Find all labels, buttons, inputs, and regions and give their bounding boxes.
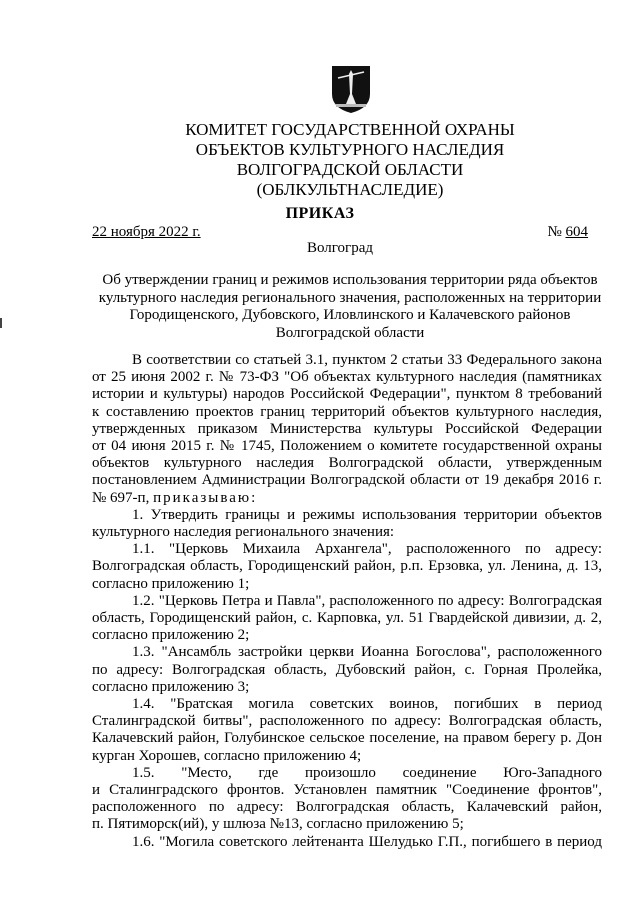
subject-line: культурного наследия регионального значения, расположенных на территории	[98, 289, 602, 306]
body-line: расположенного по адресу: Волгоградская область, Калачевский район,	[92, 799, 602, 816]
body-line: 1.3. "Ансамбль застройки церкви Иоанна Богослова", расположенного	[132, 644, 602, 661]
body-line: 1. Утвердить границы и режимы использования территории объектов	[132, 506, 602, 523]
body-line: согласно приложению 2;	[92, 627, 250, 644]
body-line: от 25 июня 2002 г. № 73-ФЗ "Об объектах культурного наследия (памятниках	[92, 369, 602, 386]
body-line: 1.5. "Место, где произошло соединение Юго-Западного	[132, 764, 602, 781]
order-body	[92, 352, 602, 851]
org-line: ОБЪЕКТОВ КУЛЬТУРНОГО НАСЛЕДИЯ	[195, 140, 505, 159]
body-line: В соответствии со статьей 3.1, пунктом 2 статьи 33 Федерального закона	[132, 352, 602, 368]
order-date: 22 ноября 2022 г.	[92, 224, 201, 240]
org-line: КОМИТЕТ ГОСУДАРСТВЕННОЙ ОХРАНЫ	[185, 120, 515, 139]
body-line: истории и культуры) народов Российской Федерации", пунктом 8 требований	[92, 386, 602, 403]
body-line: п. Пятиморск(ий), у шлюза №13, согласно приложению 5;	[92, 816, 464, 833]
body-line: 1.4. "Братская могила советских воинов, погибших в период	[132, 696, 602, 713]
scan-edge-mark	[0, 318, 2, 328]
body-line: утвержденных приказом Министерства культуры Российской Федерации	[92, 420, 602, 437]
order-city: Волгоград	[306, 240, 373, 256]
order-number-value: 604	[565, 224, 588, 240]
body-line: к составлению проектов границ территорий объектов культурного наследия,	[92, 403, 602, 420]
body-line-decree	[92, 490, 602, 507]
body-line: постановлением Администрации Волгоградской области от 19 декабря 2016 г.	[92, 472, 602, 489]
body-line: Волгоградская область, Городищенский район, р.п. Ерзовка, ул. Ленина, д. 13,	[92, 558, 602, 575]
body-line: 1.6. "Могила советского лейтенанта Шелудько Г.П., погибшего в период	[132, 833, 602, 850]
subject-line: Об утверждении границ и режимов использования территории ряда объектов	[102, 272, 598, 288]
body-line: от 04 июня 2015 г. № 1745, Положением о комитете государственной охраны	[92, 438, 602, 455]
organization-name	[60, 120, 640, 200]
body-line: 1.2. "Церковь Петра и Павла", расположенного по адресу: Волгоградская	[132, 592, 602, 609]
body-line: № 697-п,	[92, 489, 154, 506]
body-line: культурного наследия регионального значения:	[92, 524, 395, 541]
order-subject	[80, 272, 620, 342]
body-line: область, Городищенский район, с. Карповка, ул. 51 Гвардейской дивизии, д. 2,	[92, 610, 602, 627]
body-line: объектов культурного наследия Волгоградской области, утвержденным	[92, 455, 602, 472]
decree-word: приказываю:	[153, 489, 258, 506]
body-line: согласно приложению 1;	[92, 575, 250, 592]
subject-line: Городищенского, Дубовского, Иловлинского и Калачевского районов	[129, 307, 571, 323]
body-line: Сталинградской битвы", расположенного по адресу: Волгоградская область,	[92, 713, 602, 730]
body-line: согласно приложению 3;	[92, 678, 250, 695]
volgograd-coat-of-arms-icon	[330, 64, 372, 114]
org-line: ВОЛГОГРАДСКОЙ ОБЛАСТИ	[236, 160, 464, 179]
order-number-prefix: №	[547, 224, 566, 240]
body-line: и Сталинградского фронтов. Установлен памятник "Соединение фронтов",	[92, 782, 602, 799]
body-line: 1.1. "Церковь Михаила Архангела", расположенного по адресу:	[132, 541, 602, 558]
subject-line: Волгоградской области	[275, 324, 425, 341]
body-line: по адресу: Волгоградская область, Дубовский район, с. Горная Пролейка,	[92, 661, 602, 678]
body-line: Калачевский район, Голубинское сельское поселение, на правом берегу р. Дон	[92, 730, 602, 747]
order-number	[547, 224, 588, 241]
body-line: курган Хорошев, согласно приложению 4;	[92, 747, 362, 764]
org-line: (ОБЛКУЛЬТНАСЛЕДИЕ)	[256, 180, 444, 199]
document-title: ПРИКАЗ	[285, 205, 355, 222]
